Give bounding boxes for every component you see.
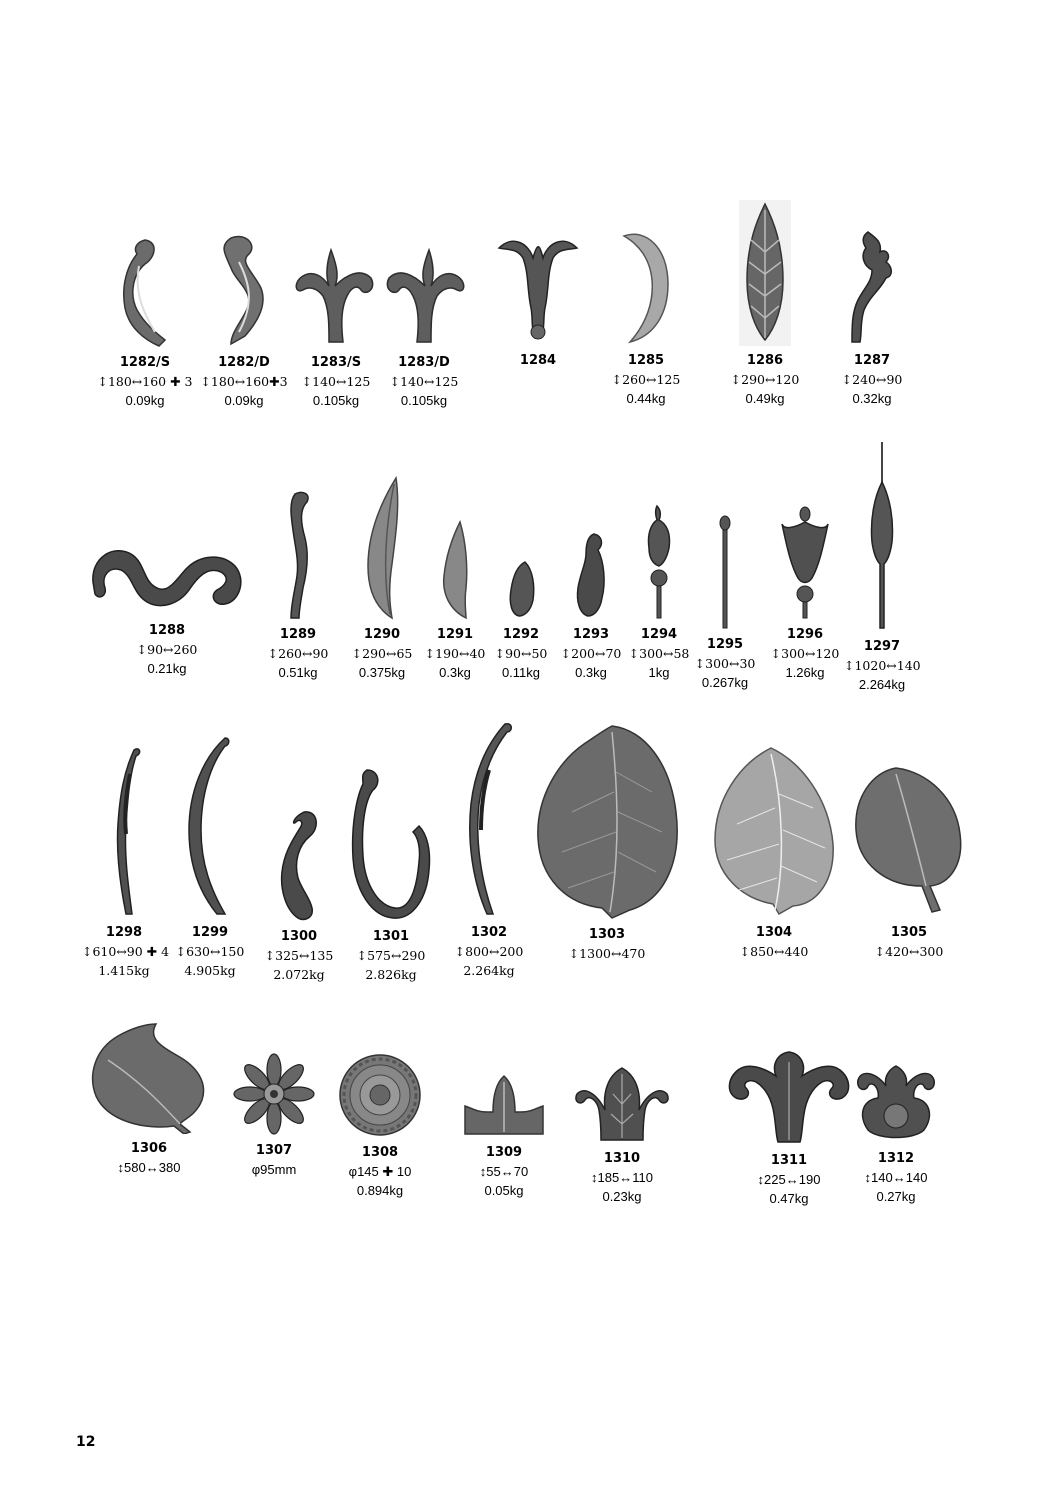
wavy-stem-icon (281, 490, 315, 620)
product-1303 (528, 722, 686, 963)
product-weight: 0.09kg (224, 393, 264, 408)
product-code: 1305 (890, 925, 928, 940)
product-code: 1286 (746, 353, 784, 368)
product-weight: 0.09kg (125, 393, 165, 408)
product-dimensions: ↕325↔135 (264, 948, 334, 963)
product-1297 (844, 442, 920, 694)
product-weight: 0.32kg (852, 391, 892, 406)
product-weight: 2.072kg (273, 967, 325, 982)
product-1288 (84, 538, 250, 678)
product-dimensions: ↕90↔260 (136, 642, 198, 657)
product-dimensions: ↕1300↔470 (568, 946, 646, 961)
product-dimensions: ↕190↔40 (424, 646, 486, 661)
product-dimensions: ↕140↔125 (389, 374, 459, 389)
product-dimensions: ↕140↔140 (864, 1170, 928, 1185)
product-weight: 0.375kg (358, 665, 406, 680)
large-leaf-icon (532, 722, 682, 920)
product-1310 (572, 1064, 672, 1206)
acanthus-scroll-leaf-icon (115, 236, 175, 348)
slim-curved-leaf-icon (459, 720, 519, 918)
product-dimensions: ↕180↔160 ✚ 3 (97, 374, 193, 389)
product-code: 1306 (130, 1141, 168, 1156)
product-weight: 2.826kg (365, 967, 417, 982)
product-code: 1290 (363, 627, 401, 642)
product-weight: 1.415kg (98, 963, 150, 978)
product-code: 1300 (280, 929, 318, 944)
long-fern-leaf-icon (360, 474, 404, 620)
product-dimensions: ↕140↔125 (301, 374, 371, 389)
product-weight: 0.49kg (745, 391, 785, 406)
product-1289 (258, 490, 338, 682)
product-code: 1304 (755, 925, 793, 940)
product-code: 1283/S (310, 355, 362, 370)
product-code: 1297 (863, 639, 901, 654)
round-leaf-icon (88, 1020, 210, 1134)
product-code: 1283/D (398, 355, 450, 370)
veined-leaf-icon (709, 744, 839, 918)
product-code: 1298 (105, 925, 143, 940)
product-dimensions: φ145 ✚ 10 (348, 1164, 412, 1179)
product-1307 (228, 1052, 320, 1179)
product-weight: 0.105kg (400, 393, 448, 408)
product-weight: 1kg (648, 665, 670, 680)
product-1308 (334, 1052, 426, 1200)
product-1306 (86, 1020, 212, 1177)
product-dimensions: ↕1020↔140 (844, 658, 921, 673)
dahlia-rosette-icon (337, 1052, 423, 1138)
product-weight: 2.264kg (463, 963, 515, 978)
product-code: 1282/S (119, 355, 171, 370)
product-dimensions: ↕260↔125 (611, 372, 681, 387)
product-code: 1282/D (218, 355, 270, 370)
product-dimensions: ↕240↔90 (841, 372, 903, 387)
product-weight: 0.44kg (626, 391, 666, 406)
product-1283D (378, 246, 470, 410)
product-code: 1302 (470, 925, 508, 940)
product-dimensions: ↕420↔300 (874, 944, 944, 959)
product-code: 1289 (279, 627, 317, 642)
product-code: 1303 (588, 927, 626, 942)
flower-crest-icon (854, 1060, 938, 1144)
small-fern-leaf-icon (436, 518, 474, 620)
product-dimensions: ↕580↔380 (117, 1160, 181, 1175)
product-1296 (764, 504, 846, 682)
product-weight: 0.23kg (602, 1189, 642, 1204)
bud-leaf-icon (572, 530, 610, 620)
product-dimensions: ↕300↔120 (770, 646, 840, 661)
product-code: 1309 (485, 1145, 523, 1160)
product-weight: 2.264kg (858, 677, 906, 692)
product-code: 1293 (572, 627, 610, 642)
product-weight: 0.894kg (356, 1183, 404, 1198)
scroll-crest-icon (489, 234, 587, 346)
product-dimensions: ↕55↔70 (479, 1164, 529, 1179)
product-code: 1312 (877, 1151, 915, 1166)
product-1298 (82, 744, 170, 980)
product-weight: 0.21kg (147, 661, 187, 676)
product-1290 (342, 474, 422, 682)
product-1309 (460, 1072, 548, 1200)
product-1291 (422, 518, 488, 682)
flower-bud-stem-icon (639, 504, 679, 620)
spear-leaf-icon (862, 442, 902, 632)
product-weight: 0.27kg (876, 1189, 916, 1204)
seed-pod-icon (505, 558, 537, 620)
s-hook-icon (274, 806, 324, 922)
product-weight: 0.51kg (278, 665, 318, 680)
product-1294 (626, 504, 692, 682)
product-dimensions: ↕90↔50 (494, 646, 548, 661)
product-weight: 0.3kg (575, 665, 607, 680)
product-1301 (346, 766, 436, 984)
product-1305 (836, 764, 982, 961)
product-1286 (720, 200, 810, 408)
product-dimensions: ↕200↔70 (560, 646, 622, 661)
product-1282D (194, 232, 294, 410)
product-dimensions: φ95mm (251, 1162, 297, 1177)
product-dimensions: ↕575↔290 (356, 948, 426, 963)
product-code: 1307 (255, 1143, 293, 1158)
tulip-stem-icon (842, 226, 902, 346)
product-dimensions: ↕290↔65 (351, 646, 413, 661)
product-code: 1285 (627, 353, 665, 368)
product-weight: 1.26kg (785, 665, 825, 680)
product-1302 (446, 720, 532, 980)
product-weight: 0.105kg (312, 393, 360, 408)
scroll-crest-icon (722, 1048, 856, 1146)
lily-ornament-icon (379, 246, 469, 348)
product-code: 1308 (361, 1145, 399, 1160)
product-code: 1295 (706, 637, 744, 652)
product-code: 1291 (436, 627, 474, 642)
product-1312 (852, 1060, 940, 1206)
product-dimensions: ↕290↔120 (730, 372, 800, 387)
flower-rosette-icon (232, 1052, 316, 1136)
product-code: 1311 (770, 1153, 808, 1168)
product-1311 (720, 1048, 858, 1208)
curved-blade-leaf-icon (185, 734, 235, 918)
product-dimensions: ↕260↔90 (267, 646, 329, 661)
leaf-crest-icon (573, 1064, 671, 1144)
fern-leaf-icon (739, 200, 791, 346)
product-dimensions: ↕225↔190 (757, 1172, 821, 1187)
product-weight: 0.05kg (484, 1183, 524, 1198)
product-weight: 4.905kg (184, 963, 236, 978)
product-code: 1287 (853, 353, 891, 368)
product-1283S (290, 246, 382, 410)
product-weight: 0.47kg (769, 1191, 809, 1206)
product-dimensions: ↕630↔150 (175, 944, 245, 959)
product-weight: 0.11kg (501, 665, 541, 680)
product-weight: 0.267kg (701, 675, 749, 690)
product-code: 1301 (372, 929, 410, 944)
product-code: 1310 (603, 1151, 641, 1166)
lily-ornament-icon (291, 246, 381, 348)
product-dimensions: ↕300↔30 (694, 656, 756, 671)
product-1299 (170, 734, 250, 980)
product-dimensions: ↕300↔58 (628, 646, 690, 661)
tulip-bud-icon (780, 504, 830, 620)
product-dimensions: ↕800↔200 (454, 944, 524, 959)
round-leaf-icon (852, 764, 966, 918)
product-1285 (604, 228, 688, 408)
product-weight: 0.3kg (439, 665, 471, 680)
product-dimensions: ↕185↔110 (591, 1170, 653, 1185)
rod-with-knob-icon (715, 514, 735, 630)
acanthus-scroll-leaf-icon (209, 232, 279, 348)
product-1282S (92, 236, 198, 410)
product-1293 (558, 530, 624, 682)
product-dimensions: ↕850↔440 (739, 944, 809, 959)
slim-curved-leaf-icon (104, 744, 144, 918)
product-1295 (692, 514, 758, 692)
product-code: 1296 (786, 627, 824, 642)
product-code: 1292 (502, 627, 540, 642)
product-1292 (488, 558, 554, 682)
product-code: 1294 (640, 627, 678, 642)
product-code: 1299 (191, 925, 229, 940)
product-dimensions: ↕610↔90 ✚ 4 (82, 944, 170, 959)
u-hook-icon (351, 766, 431, 922)
finial-cap-icon (461, 1072, 547, 1138)
product-1304 (694, 744, 854, 961)
product-code: 1284 (519, 353, 557, 368)
product-1300 (256, 806, 342, 984)
page-number: 12 (76, 1434, 96, 1450)
product-code: 1288 (148, 623, 186, 638)
double-scroll-icon (87, 538, 247, 616)
product-1284 (488, 234, 588, 370)
product-dimensions: ↕180↔160✚3 (200, 374, 288, 389)
curved-leaf-icon (616, 228, 676, 346)
product-1287 (830, 226, 914, 408)
